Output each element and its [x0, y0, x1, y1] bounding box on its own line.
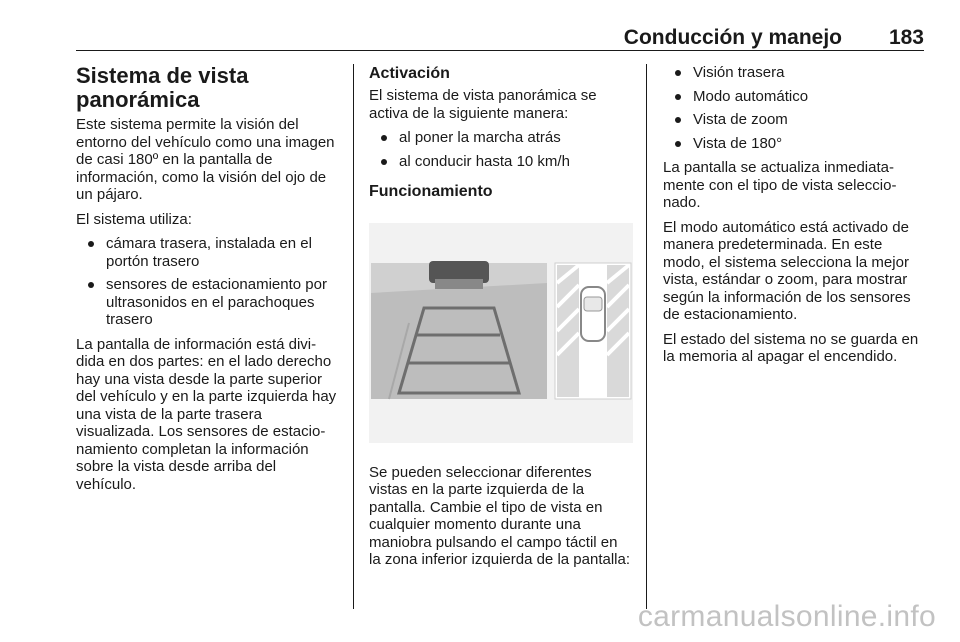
activation-paragraph: El sistema de vista panorámica se activa de la siguiente manera:	[369, 87, 597, 122]
list-item: sensores de estacionamiento por ultrasonidos en el parachoques trasero	[76, 276, 338, 329]
operation-paragraph: Se pueden seleccionar diferentes vistas en la parte izquierda de la pantalla. Cambie el tipo de vista en cualquier momento durante una maniobra pulsando el campo táctil en la zona inferior izquierda de la pantalla:	[369, 463, 630, 568]
list-item: Visión trasera	[663, 64, 925, 82]
uses-list	[76, 235, 338, 329]
page-header	[76, 24, 924, 51]
display-paragraph: La pantalla de información está dividida en dos partes: en el lado derecho hay una vista desde la parte superior del vehículo y en la parte izquierda hay una vista de la parte trasera visualizada. Los sensores de estacionamiento completan la información sobre la vista desde arriba del vehículo.	[76, 335, 337, 493]
column-2	[369, 64, 633, 576]
header-title: Conducción y manejo	[623, 26, 842, 49]
intro-paragraph: Este sistema permite la visión del entorno del vehículo como una imagen de casi 180º en la pantalla de información, como la visión del ojo de un pájaro.	[76, 116, 335, 203]
list-item: cámara trasera, instalada en el portón trasero	[76, 235, 338, 270]
operation-title: Funcionamiento	[369, 183, 493, 200]
section-title: Sistema de vista panorámica	[76, 63, 249, 112]
activation-title: Activación	[369, 65, 450, 82]
column-3	[663, 64, 925, 373]
watermark: carmanualsonline.info	[637, 600, 936, 633]
column-divider-2	[646, 64, 647, 609]
paragraph-3: El estado del sistema no se guarda en la memoria al apagar el encendido.	[663, 330, 919, 365]
list-item: Vista de zoom	[663, 111, 925, 129]
column-1	[76, 64, 338, 500]
column-divider-1	[353, 64, 354, 609]
page-number: 183	[888, 26, 924, 49]
rear-camera-view	[371, 261, 547, 399]
paragraph-1: La pantalla se actualiza inmediatamente con el tipo de vista seleccionado.	[663, 159, 897, 211]
list-item: Modo automático	[663, 88, 925, 106]
activation-list	[369, 129, 633, 170]
paragraph-2: El modo automático está activado de manera predeterminada. En este modo, el sistema selecciona la mejor vista, estándar o zoom, para mostrar según la información de los sensores de estacionamiento.	[663, 218, 911, 323]
view-list	[663, 64, 925, 152]
uses-label: El sistema utiliza:	[76, 210, 192, 228]
top-view	[555, 263, 631, 399]
list-item: al poner la marcha atrás	[369, 129, 633, 147]
list-item: Vista de 180°	[663, 135, 925, 153]
list-item: al conducir hasta 10 km/h	[369, 153, 633, 171]
panoramic-view-illustration	[369, 223, 633, 443]
